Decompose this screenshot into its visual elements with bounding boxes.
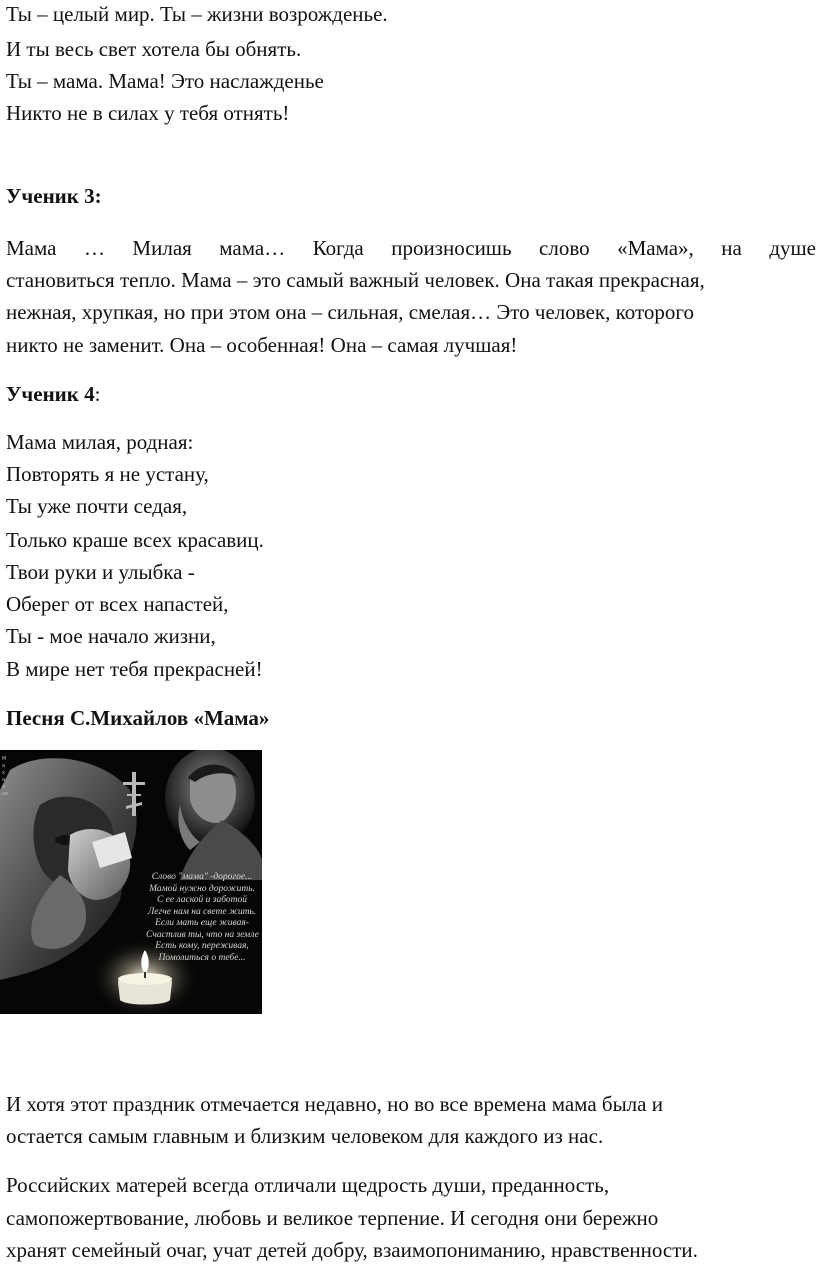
mother-candle-photo [0, 750, 262, 1014]
photo-poem-caption [146, 872, 258, 964]
paragraph-line: Российских матерей всегда отличали щедрость души, преданность, [6, 1173, 610, 1197]
caption-line: Если мать еще живая- [155, 918, 249, 928]
poem-line: Ты - мое начало жизни, [6, 624, 216, 648]
caption-line: Помолиться о тебе... [158, 952, 246, 963]
photo-watermark: Махалов [2, 756, 9, 797]
caption-line: Легче нам на свете жить. [147, 906, 257, 917]
poem-line: Ты – целый мир. Ты – жизни возрожденье. [6, 2, 388, 26]
paragraph-line: И хотя этот праздник отмечается недавно, но во все времена мама была и [6, 1092, 663, 1116]
caption-line: Слово "мама" -дорогое... [151, 872, 253, 882]
poem-line: Оберег от всех напастей, [6, 592, 229, 616]
paragraph-line: хранят семейный очаг, учат детей добру, взаимопониманию, нравственности. [6, 1238, 698, 1262]
paragraph-line: самопожертвование, любовь и великое терпение. И сегодня они бережно [6, 1206, 659, 1230]
poem-line: Повторять я не устану, [6, 462, 209, 486]
student-3-heading: Ученик 3: [6, 184, 102, 208]
poem-line: В мире нет тебя прекрасней! [6, 657, 263, 681]
poem-line: Мама милая, родная: [6, 430, 194, 454]
paragraph-line: остается самым главным и близким человеком для каждого из нас. [6, 1124, 604, 1148]
student-4-heading: Ученик 4: [6, 382, 101, 406]
caption-line: С ее лаской и заботой [156, 895, 248, 905]
poem-line: Ты уже почти седая, [6, 494, 188, 518]
poem-line: Твои руки и улыбка - [6, 560, 195, 584]
caption-line: Мамой нужно дорожить. [149, 883, 255, 894]
caption-line: Есть кому, переживая, [155, 941, 249, 951]
poem-line: Никто не в силах у тебя отнять! [6, 101, 290, 125]
poem-line: Ты – мама. Мама! Это наслажденье [6, 69, 324, 93]
paragraph-line: становиться тепло. Мама – это самый важный человек. Она такая прекрасная, [6, 268, 705, 292]
song-title: Песня С.Михайлов «Мама» [6, 706, 270, 730]
paragraph-line: нежная, хрупкая, но при этом она – сильная, смелая… Это человек, которого [6, 300, 694, 324]
caption-line: Счастлив ты, что на земле [146, 929, 259, 940]
poem-line: И ты весь свет хотела бы обнять. [6, 37, 302, 61]
paragraph-line: Мама … Милая мама… Когда произносишь слово «Мама», на душе [6, 236, 816, 260]
poem-line: Только краше всех красавиц. [6, 528, 264, 552]
paragraph-line: никто не заменит. Она – особенная! Она – самая лучшая! [6, 333, 518, 357]
